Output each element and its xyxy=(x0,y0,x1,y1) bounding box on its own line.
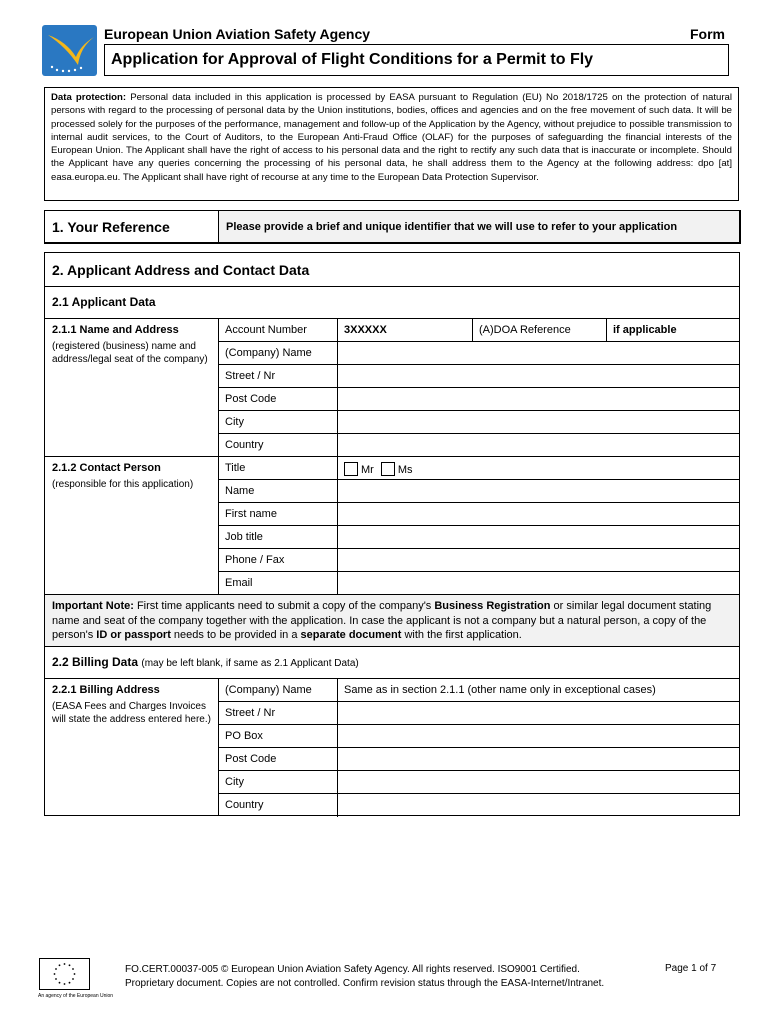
adoa-reference-input[interactable]: if applicable xyxy=(606,319,739,341)
billing-city-row xyxy=(219,771,739,794)
contact-person-group xyxy=(45,457,739,595)
contact-person-desc: (responsible for this application) xyxy=(52,479,194,490)
country-label: Country xyxy=(219,434,338,457)
account-number-label: Account Number xyxy=(219,319,338,341)
first-name-input[interactable] xyxy=(338,503,739,525)
name-address-title: 2.1.1 Name and Address xyxy=(52,324,179,336)
title-options xyxy=(338,457,739,479)
billing-address-label xyxy=(45,679,219,816)
name-address-desc: (registered (business) name and address/legal seat of the company) xyxy=(52,341,208,365)
footer-line-1: FO.CERT.00037-005 © European Union Aviation Safety Agency. All rights reserved. ISO9001 Certified. xyxy=(125,964,580,975)
post-code-input[interactable] xyxy=(338,388,739,410)
applicant-section xyxy=(44,252,740,816)
street-input[interactable] xyxy=(338,365,739,387)
account-number-input[interactable]: 3XXXXX xyxy=(344,324,387,336)
job-title-input[interactable] xyxy=(338,526,739,548)
country-input[interactable] xyxy=(338,434,739,457)
post-code-label: Post Code xyxy=(219,388,338,410)
footer-line-2: Proprietary document. Copies are not controlled. Confirm revision status through the EASA-Internet/Intranet. xyxy=(125,977,605,989)
note-text-4: with the first application. xyxy=(401,629,522,641)
billing-company-row xyxy=(219,679,739,702)
title-label: Title xyxy=(219,457,338,479)
note-business-registration: Business Registration xyxy=(434,600,551,612)
billing-post-code-row xyxy=(219,748,739,771)
note-text-1: First time applicants need to submit a copy of the company's xyxy=(133,600,435,612)
billing-city-label: City xyxy=(219,771,338,793)
city-input[interactable] xyxy=(338,411,739,433)
billing-country-label: Country xyxy=(219,794,338,817)
billing-data-title: 2.2 Billing Data xyxy=(52,655,139,669)
billing-data-hint: (may be left blank, if same as 2.1 Applicant Data) xyxy=(141,658,359,669)
contact-person-label xyxy=(45,457,219,594)
first-name-row xyxy=(219,503,739,526)
section-2-title: 2. Applicant Address and Contact Data xyxy=(45,253,739,287)
phone-row xyxy=(219,549,739,572)
easa-logo xyxy=(42,25,97,76)
billing-street-row xyxy=(219,702,739,725)
mr-checkbox[interactable] xyxy=(344,462,358,476)
note-label: Important Note: xyxy=(52,600,134,612)
billing-address-desc: (EASA Fees and Charges Invoices will state the address entered here.) xyxy=(52,701,211,725)
billing-post-code-input[interactable] xyxy=(338,748,739,770)
email-input[interactable] xyxy=(338,572,739,595)
title-row xyxy=(219,457,739,480)
post-code-row xyxy=(219,388,739,411)
phone-label: Phone / Fax xyxy=(219,549,338,571)
billing-po-box-row xyxy=(219,725,739,748)
your-reference-field[interactable]: Please provide a brief and unique identifier that we will use to refer to your application xyxy=(219,211,739,242)
job-title-label: Job title xyxy=(219,526,338,548)
footer-text xyxy=(125,963,604,990)
company-name-label: (Company) Name xyxy=(219,342,338,364)
company-name-input[interactable] xyxy=(338,342,739,364)
agency-name: European Union Aviation Safety Agency xyxy=(104,26,371,42)
billing-post-code-label: Post Code xyxy=(219,748,338,770)
first-name-label: First name xyxy=(219,503,338,525)
country-row xyxy=(219,434,739,457)
data-protection-box xyxy=(44,87,739,201)
phone-input[interactable] xyxy=(338,549,739,571)
city-row xyxy=(219,411,739,434)
note-id-passport: ID or passport xyxy=(96,629,171,641)
data-protection-text: Personal data included in this application is processed by EASA pursuant to Regulation (EU) No 2018/1725 on the protection of natural persons with regard to the processing of personal data by the Union institutions, bodies, offices and agencies and on the free movement of such data. It will be processed solely for the purposes of the performance, management and follow-up of the Application by the Agency, without prejudice to possible transmission to internal audit services, to the Court of Auditors, to the European Anti-Fraud Office (OLAF) for the purposes of safeguarding the financial interests of the European Union. The Applicant shall have the right of access to his personal data and the right to rectify any such data that is inaccurate or incomplete. Should the Applicant have any queries concerning the processing of his personal data, he shall address them to the Agency at the following address: dpo [at] easa.europa.eu. The Applicant shall have right of recourse at any time to the European Data Protection Supervisor. xyxy=(51,92,733,183)
account-number-row xyxy=(219,319,739,342)
section-2-2-title xyxy=(45,647,739,679)
billing-country-row xyxy=(219,794,739,817)
section-2-1-title: 2.1 Applicant Data xyxy=(45,287,739,319)
adoa-reference-label: (A)DOA Reference xyxy=(472,319,606,341)
data-protection-label: Data protection: xyxy=(51,92,127,103)
contact-person-title: 2.1.2 Contact Person xyxy=(52,462,161,474)
billing-po-box-input[interactable] xyxy=(338,725,739,747)
note-text-2: or similar legal document stating name and seat of the company together with the application. In case the applicant is not a company but a natural person, a copy of the person's xyxy=(52,600,712,641)
billing-street-label: Street / Nr xyxy=(219,702,338,724)
street-label: Street / Nr xyxy=(219,365,338,387)
your-reference-section xyxy=(44,210,741,244)
name-row xyxy=(219,480,739,503)
billing-company-input[interactable]: Same as in section 2.1.1 (other name only in exceptional cases) xyxy=(344,684,656,696)
eu-agency-caption: An agency of the European Union xyxy=(38,993,114,999)
your-reference-title: 1. Your Reference xyxy=(45,211,219,242)
page-number: Page 1 of 7 xyxy=(665,963,717,974)
billing-po-box-label: PO Box xyxy=(219,725,338,747)
name-address-group xyxy=(45,319,739,457)
city-label: City xyxy=(219,411,338,433)
ms-checkbox[interactable] xyxy=(381,462,395,476)
company-name-row xyxy=(219,342,739,365)
billing-address-title: 2.2.1 Billing Address xyxy=(52,684,160,696)
form-label: Form xyxy=(690,26,725,42)
billing-address-group xyxy=(45,679,739,816)
billing-country-input[interactable] xyxy=(338,794,739,817)
form-title: Application for Approval of Flight Conditions for a Permit to Fly xyxy=(104,44,729,76)
billing-company-label: (Company) Name xyxy=(219,679,338,701)
note-text-3: needs to be provided in a xyxy=(170,629,301,641)
name-address-label xyxy=(45,319,219,456)
name-label: Name xyxy=(219,480,338,502)
email-row xyxy=(219,572,739,595)
job-title-row xyxy=(219,526,739,549)
note-separate-document: separate document xyxy=(300,629,402,641)
mr-label: Mr xyxy=(361,464,374,476)
ms-label: Ms xyxy=(397,464,413,476)
important-note xyxy=(45,595,739,647)
eu-flag-logo xyxy=(39,958,90,990)
email-label: Email xyxy=(219,572,338,595)
billing-city-input[interactable] xyxy=(338,771,739,793)
name-input[interactable] xyxy=(338,480,739,502)
street-row xyxy=(219,365,739,388)
billing-street-input[interactable] xyxy=(338,702,739,724)
